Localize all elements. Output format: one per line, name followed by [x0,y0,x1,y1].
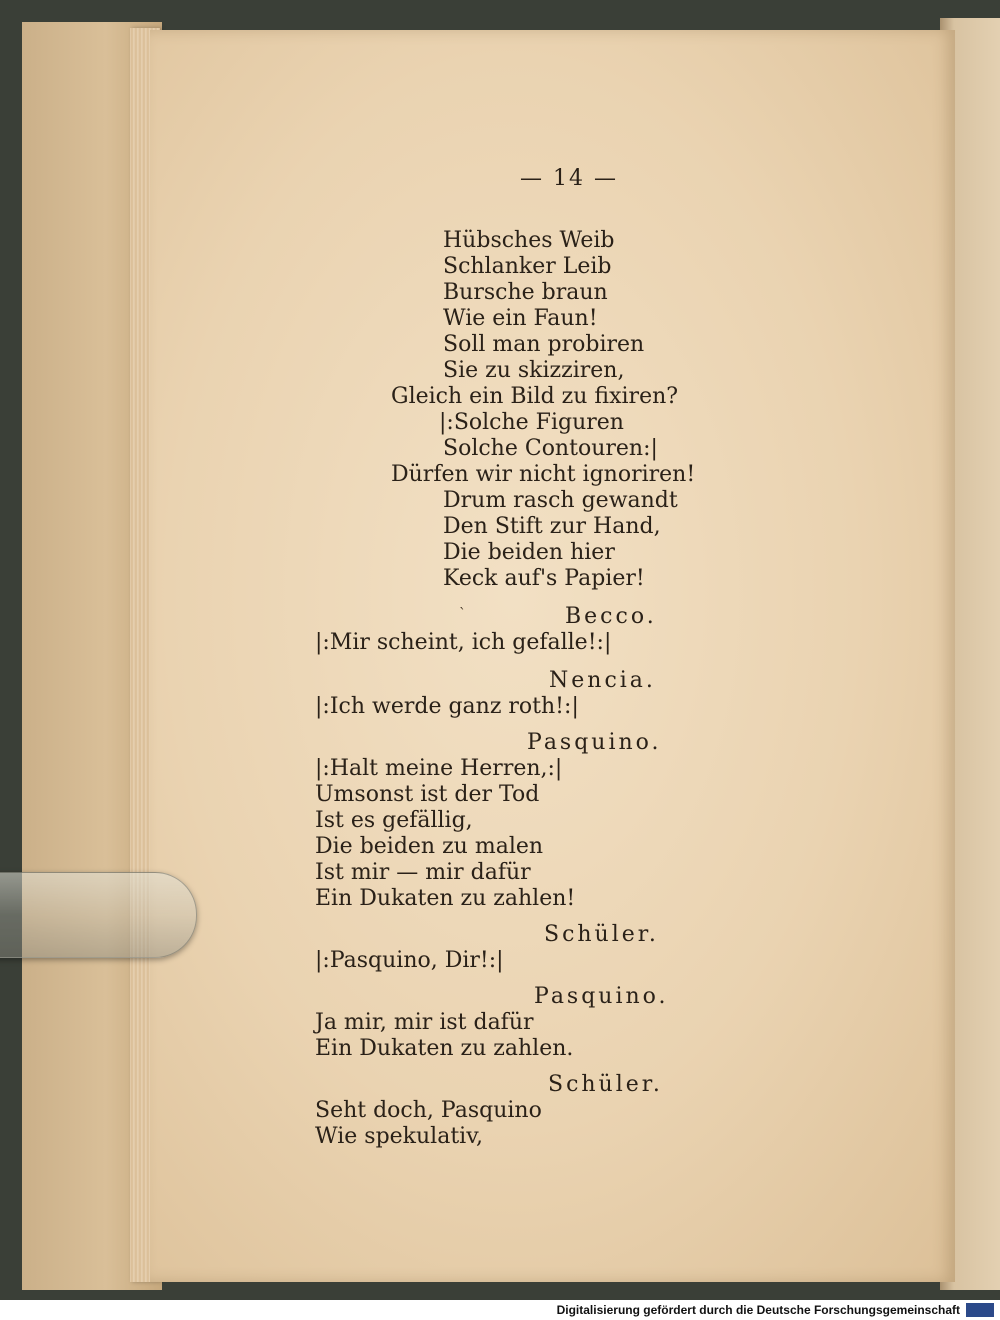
verse-line: Sie zu skizziren, [443,358,625,383]
dfg-logo [966,1303,994,1317]
dialogue-line: |:Ich werde ganz roth!:| [315,694,579,719]
verse-line: Den Stift zur Hand, [443,514,661,539]
verse-line: Keck auf's Papier! [443,566,645,591]
footer-bar [0,1300,1000,1320]
ink-speck: ˋ [459,606,466,622]
page-number: — 14 — [520,166,618,191]
dialogue-line: Ist es gefällig, [315,808,473,833]
dialogue-line: Seht doch, Pasquino [315,1098,542,1123]
glass-page-holder [0,872,197,958]
dialogue-line: Umsonst ist der Tod [315,782,540,807]
speaker-name: Nencia. [549,668,656,693]
dialogue-line: |:Mir scheint, ich gefalle!:| [315,630,612,655]
verse-line: Hübsches Weib [443,228,615,253]
footer-credit: Digitalisierung gefördert durch die Deutsche Forschungsgemeinschaft [556,1303,960,1317]
speaker-name: Schüler. [544,922,659,947]
verse-line: Bursche braun [443,280,608,305]
verse-line: Solche Contouren:| [443,436,658,461]
dialogue-line: Wie spekulativ, [315,1124,484,1149]
dialogue-line: |:Halt meine Herren,:| [315,756,563,781]
verse-line: |:Solche Figuren [439,410,624,435]
dialogue-line: Ein Dukaten zu zahlen. [315,1036,574,1061]
verse-line: Dürfen wir nicht ignoriren! [391,462,696,487]
verse-line: Wie ein Faun! [443,306,598,331]
verse-line: Gleich ein Bild zu fixiren? [391,384,679,409]
dialogue-line: Ein Dukaten zu zahlen! [315,886,576,911]
verse-line: Schlanker Leib [443,254,612,279]
speaker-name: Becco. [565,604,657,629]
dialogue-line: Die beiden zu malen [315,834,544,859]
verse-line: Die beiden hier [443,540,615,565]
speaker-name: Pasquino. [534,984,669,1009]
dialogue-line: |:Pasquino, Dir!:| [315,948,504,973]
dialogue-line: Ist mir — mir dafür [315,860,531,885]
speaker-name: Pasquino. [527,730,662,755]
verse-line: Drum rasch gewandt [443,488,678,513]
dialogue-line: Ja mir, mir ist dafür [315,1010,534,1035]
speaker-name: Schüler. [548,1072,663,1097]
verse-line: Soll man probiren [443,332,645,357]
